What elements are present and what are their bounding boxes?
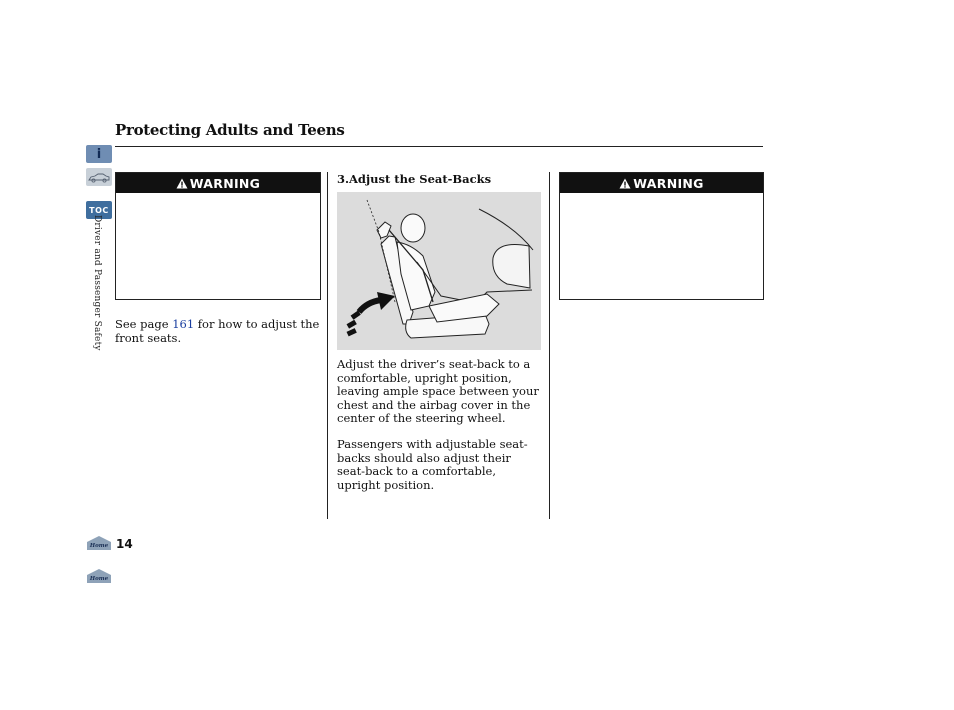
column-divider-left (327, 172, 328, 519)
warning-box-left (115, 172, 321, 300)
home-icon[interactable] (86, 568, 112, 584)
title-divider (115, 146, 763, 147)
page-title: Protecting Adults and Teens (115, 121, 345, 139)
page-number: 14 (116, 537, 133, 551)
warning-triangle-icon (176, 178, 188, 189)
column-divider-right (549, 172, 550, 519)
warning-header (116, 173, 320, 193)
section-label: Driver and Passenger Safety (92, 215, 102, 351)
info-icon[interactable] (86, 145, 112, 163)
seat-adjustment-illustration (337, 192, 541, 350)
warning-header (560, 173, 763, 193)
see-page-prefix: See page (115, 317, 173, 331)
warning-box-right (559, 172, 764, 300)
car-icon[interactable] (86, 168, 112, 186)
see-page-text (115, 318, 320, 345)
info-icon-glyph: i (96, 146, 102, 162)
warning-label: WARNING (633, 175, 704, 191)
home-icon-label: Home (89, 543, 109, 549)
section-heading: 3.Adjust the Seat-Backs (337, 172, 492, 186)
home-icon[interactable] (86, 535, 112, 551)
car-silhouette-icon (87, 171, 111, 183)
toc-label: TOC (89, 205, 109, 215)
paragraph-passenger-seatback: Passengers with adjustable seat-backs should also adjust their seat-back to a comfortable, upright position. (337, 437, 528, 492)
warning-triangle-icon (619, 178, 631, 189)
paragraph-driver-seatback: Adjust the driver’s seat-back to a comfortable, upright position, leaving ample space between your chest and the airbag cover in the center of the steering wheel. (337, 357, 539, 425)
see-page-suffix: for how to adjust the front seats. (115, 317, 320, 345)
warning-label: WARNING (189, 175, 261, 191)
home-icon-label: Home (89, 576, 109, 582)
page-link[interactable]: 161 (172, 317, 195, 331)
